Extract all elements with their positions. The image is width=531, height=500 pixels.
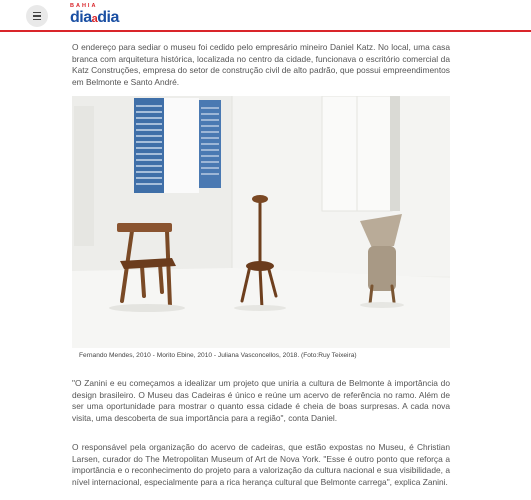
logo-main-text: diaadia [70, 8, 119, 26]
article-photo [72, 96, 450, 348]
site-logo[interactable] [70, 4, 119, 30]
article-paragraph: O endereço para sediar o museu foi cedido pelo empresário mineiro Daniel Katz. No local, uma casa branca com arquitetura histórica, localizada no centro da cidade, funcionava o escritório comercial da Katz Construções, empresa do setor de construção civil de alto padrão, que possui empreendimentos em Belmonte e Santo André. [72, 42, 450, 87]
hamburger-menu-icon[interactable] [26, 5, 48, 27]
logo-top-text: BAHIA [70, 3, 98, 9]
article-paragraph: "O Zanini e eu começamos a idealizar um projeto que uniria a cultura de Belmonte à importância do design brasileiro. O Museu das Cadeiras é único e reúne um acervo de referência no ramo. Além de ser uma oportunidade para mostrar o quanto essa cidade é cheia de boas surpresas. A cada nova visita, uma descoberta de sua importância para a região", conta Daniel. [72, 378, 450, 423]
photo-caption: Fernando Mendes, 2010 - Morito Ebine, 2010 - Juliana Vasconcellos, 2018. (Foto:Ruy Teixeira) [79, 352, 357, 359]
site-header [0, 0, 531, 32]
article-paragraph: O responsável pela organização do acervo de cadeiras, que estão expostas no Museu, é Christian Larsen, curador do The Metropolitan Museum of Art de Nova York. "Esse é outro ponto que reforça a importância e o reconhecimento do projeto para a valorização da cultura nacional e sua visibilidade, a nível internacional, especialmente para a rica herança cultural que Belmonte carrega", explica Zanini. [72, 442, 450, 487]
